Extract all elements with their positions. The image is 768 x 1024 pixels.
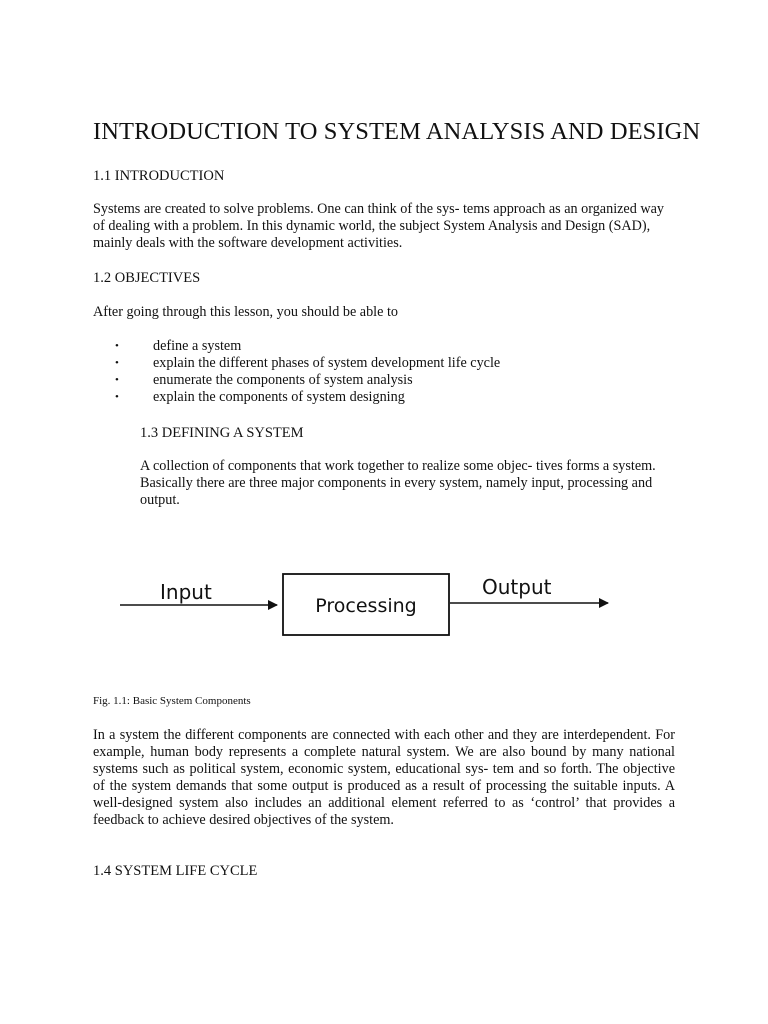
section-heading-objectives: 1.2 OBJECTIVES [93, 270, 201, 286]
list-item [93, 355, 653, 372]
bullet-icon: • [115, 374, 119, 386]
list-item-text: define a system [153, 338, 242, 354]
output-label: Output [482, 575, 552, 599]
defining-system-paragraph: A collection of components that work together to realize some objec- tives forms a system. Basically there are three major components in every system, namely input, processing and output. [140, 458, 656, 508]
input-label: Input [160, 580, 212, 604]
list-item-text: explain the components of system designing [153, 389, 405, 405]
section-heading-defining-system: 1.3 DEFINING A SYSTEM [140, 425, 304, 441]
bullet-icon: • [115, 391, 119, 403]
page-title: INTRODUCTION TO SYSTEM ANALYSIS AND DESIGN [93, 118, 701, 145]
list-item [93, 372, 653, 389]
section-heading-system-life-cycle: 1.4 SYSTEM LIFE CYCLE [93, 863, 258, 879]
bullet-icon: • [115, 340, 119, 352]
objectives-list [93, 338, 653, 406]
system-components-diagram [110, 565, 620, 645]
list-item [93, 389, 653, 406]
list-item-text: explain the different phases of system development life cycle [153, 355, 501, 371]
introduction-paragraph: Systems are created to solve problems. One can think of the sys- tems approach as an organized way of dealing with a problem. In this dynamic world, the subject System Analysis and Design (SAD), mainly deals with the software development activities. [93, 201, 665, 251]
list-item [93, 338, 653, 355]
bullet-icon: • [115, 357, 119, 369]
list-item-text: enumerate the components of system analysis [153, 372, 413, 388]
processing-label: Processing [315, 595, 417, 617]
system-components-paragraph: In a system the different components are connected with each other and they are interdependent. For example, human body represents a complete natural system. We are also bound by many national systems such as political system, economic system, educational sys- tem and so forth. The objective of the system demands that some output is produced as a result of processing the suitable inputs. A well-designed system also includes an additional element referred to as ‘control’ that provides a feedback to achieve desired objectives of the system. [93, 727, 675, 828]
section-heading-introduction: 1.1 INTRODUCTION [93, 168, 225, 184]
figure-caption: Fig. 1.1: Basic System Components [93, 695, 251, 707]
objectives-intro: After going through this lesson, you should be able to [93, 304, 398, 320]
